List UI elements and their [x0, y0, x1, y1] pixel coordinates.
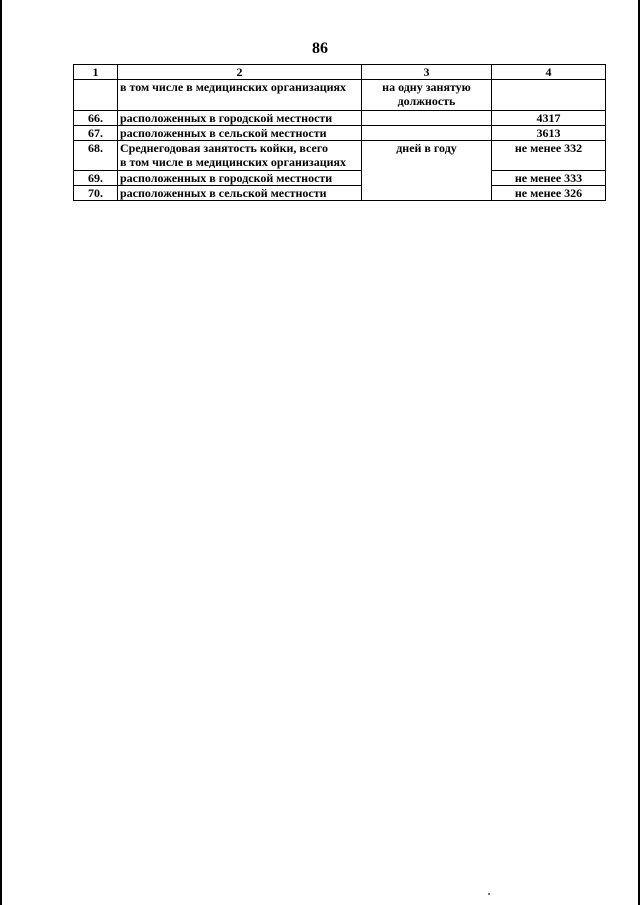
table-row — [74, 80, 606, 111]
scan-edge-left — [0, 0, 2, 905]
row-unit — [362, 111, 492, 126]
row-indicator: Среднегодовая занятость койки, всего — [120, 141, 328, 155]
row-value: 4317 — [492, 111, 606, 126]
header-col-1: 1 — [74, 65, 118, 80]
row-indicator-sub: в том числе в медицинских организациях — [120, 155, 347, 169]
row-indicator: расположенных в городской местности — [118, 111, 362, 126]
row-indicator: в том числе в медицинских организациях — [118, 80, 362, 111]
row-value: 3613 — [492, 126, 606, 141]
data-table — [73, 64, 606, 201]
table-row — [74, 126, 606, 141]
table-row — [74, 186, 606, 201]
header-col-4: 4 — [492, 65, 606, 80]
row-value: не менее 332 — [492, 141, 606, 171]
row-indicator-cell — [118, 141, 362, 171]
table-row — [74, 141, 606, 171]
row-value: не менее 326 — [492, 186, 606, 201]
row-indicator: расположенных в городской местности — [118, 171, 362, 186]
header-col-3: 3 — [362, 65, 492, 80]
table-row — [74, 171, 606, 186]
row-unit: дней в году — [362, 141, 492, 201]
table-row — [74, 111, 606, 126]
row-value — [492, 80, 606, 111]
row-indicator: расположенных в сельской местности — [118, 126, 362, 141]
row-unit: на одну занятую должность — [362, 80, 492, 111]
row-unit — [362, 126, 492, 141]
page-number: 86 — [312, 40, 328, 57]
row-number: 69. — [74, 171, 118, 186]
row-number: 70. — [74, 186, 118, 201]
row-number: 68. — [74, 141, 118, 171]
row-number: 66. — [74, 111, 118, 126]
row-number: 67. — [74, 126, 118, 141]
row-indicator: расположенных в сельской местности — [118, 186, 362, 201]
table-header-row — [74, 65, 606, 80]
header-col-2: 2 — [118, 65, 362, 80]
row-number — [74, 80, 118, 111]
scan-speck — [488, 893, 490, 895]
row-value: не менее 333 — [492, 171, 606, 186]
